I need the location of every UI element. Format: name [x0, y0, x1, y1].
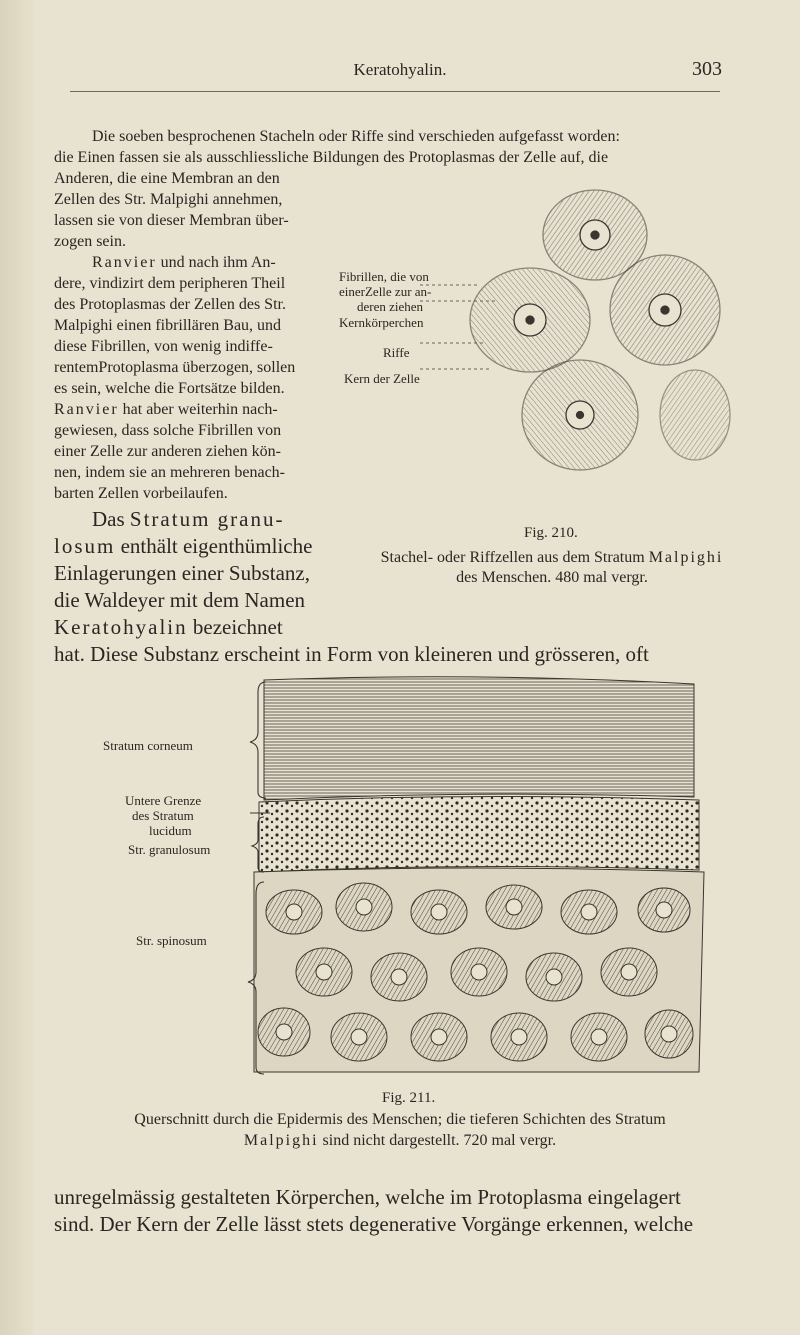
text-line: des Protoplasmas der Zellen des Str.: [54, 296, 286, 313]
text-line: einer Zelle zur anderen ziehen kön-: [54, 443, 281, 460]
fig-211-number: Fig. 211.: [382, 1090, 436, 1106]
text-line: rentemProtoplasma überzogen, sollen: [54, 359, 296, 376]
caption-term: Malpighi: [243, 1132, 319, 1149]
text-line: hat. Diese Substanz erscheint in Form von kleineren und grösseren, oft: [54, 642, 649, 666]
fig-210-number: Fig. 210.: [524, 525, 578, 541]
caption-text: Stachel- oder Riffzellen aus dem Stratum: [380, 549, 649, 566]
label-kernkoerperchen: Kernkörperchen: [339, 315, 424, 330]
label-fibrillen: Fibrillen, die von: [339, 269, 429, 284]
text-line: es sein, welche die Fortsätze bilden.: [54, 380, 285, 397]
label-untere-grenze: des Stratum: [132, 808, 194, 823]
author-name: Waldeyer: [84, 588, 165, 612]
fig-211-caption: [60, 1131, 740, 1151]
text-line: barten Zellen vorbeilaufen.: [54, 485, 228, 502]
label-kern-der-zelle: Kern der Zelle: [344, 371, 420, 386]
text-line: [54, 587, 305, 614]
label-str-granulosum: Str. granulosum: [128, 842, 211, 857]
fig-210-caption: [340, 548, 764, 568]
text-line: Anderen, die eine Membran an den: [54, 170, 280, 187]
label-str-spinosum: Str. spinosum: [136, 933, 207, 948]
text-line: Zellen des Str. Malpighi annehmen,: [54, 191, 283, 208]
text-line: lassen sie von dieser Membran über-: [54, 212, 289, 229]
text-span: enthält eigenthümliche: [115, 534, 313, 558]
text-line: Einlagerungen einer Substanz,: [54, 561, 310, 585]
text-line: diese Fibrillen, von wenig indiffe-: [54, 338, 273, 355]
fig-211-illustration: [224, 672, 724, 1082]
page-number: 303: [692, 58, 722, 80]
text-span: Das: [92, 507, 130, 531]
text-span: die: [54, 588, 85, 612]
text-line: gewiesen, dass solche Fibrillen von: [54, 422, 282, 439]
text-line: dere, vindizirt dem peripheren Theil: [54, 275, 286, 292]
author-name: Ranvier: [92, 254, 157, 271]
fig-211-caption: Querschnitt durch die Epidermis des Menschen; die tieferen Schichten des Stratum: [134, 1111, 666, 1128]
text-line: nen, indem sie an mehreren benach-: [54, 464, 286, 481]
fig-210-caption: des Menschen. 480 mal vergr.: [456, 569, 648, 586]
author-name: Ranvier: [54, 401, 119, 418]
text-line: die Einen fassen sie als ausschliessliche Bildungen des Protoplasmas der Zelle auf, die: [54, 149, 609, 166]
running-header: Keratohyalin.: [353, 60, 447, 79]
term-keratohyalin: Keratohyalin: [54, 615, 188, 639]
header-rule: [70, 91, 720, 92]
text-line: [54, 614, 283, 641]
text-line: Malpighi einen fibrillären Bau, und: [54, 317, 282, 334]
text-span: hat aber weiterhin nach-: [118, 401, 278, 418]
label-fibrillen: deren ziehen: [357, 299, 424, 314]
text-span: bezeichnet: [187, 615, 283, 639]
label-untere-grenze: lucidum: [149, 823, 192, 838]
text-line: [92, 506, 284, 533]
label-riffe: Riffe: [383, 345, 410, 360]
text-line: zogen sein.: [54, 233, 126, 250]
term-stratum-granulosum: Stratum granu-: [129, 507, 285, 531]
text-line: Die soeben besprochenen Stacheln oder Riffe sind verschieden aufgefasst worden:: [92, 128, 620, 145]
text-line: [54, 399, 278, 420]
text-line: [92, 252, 276, 273]
text-line: [54, 533, 312, 560]
term-stratum-granulosum: losum: [54, 534, 116, 558]
label-stratum-corneum: Stratum corneum: [103, 738, 193, 753]
caption-text: sind nicht dargestellt. 720 mal vergr.: [318, 1132, 557, 1149]
text-span: mit dem Namen: [164, 588, 306, 612]
fig-210-illustration: [420, 160, 740, 520]
text-line: sind. Der Kern der Zelle lässt stets degenerative Vorgänge erkennen, welche: [54, 1212, 694, 1236]
text-line: unregelmässig gestalteten Körperchen, welche im Protoplasma eingelagert: [54, 1185, 681, 1209]
text-span: und nach ihm An-: [156, 254, 276, 271]
label-fibrillen: einerZelle zur an-: [339, 284, 432, 299]
page-edge: [0, 0, 34, 1335]
caption-term: Malpighi: [648, 549, 724, 566]
label-untere-grenze: Untere Grenze: [125, 793, 202, 808]
